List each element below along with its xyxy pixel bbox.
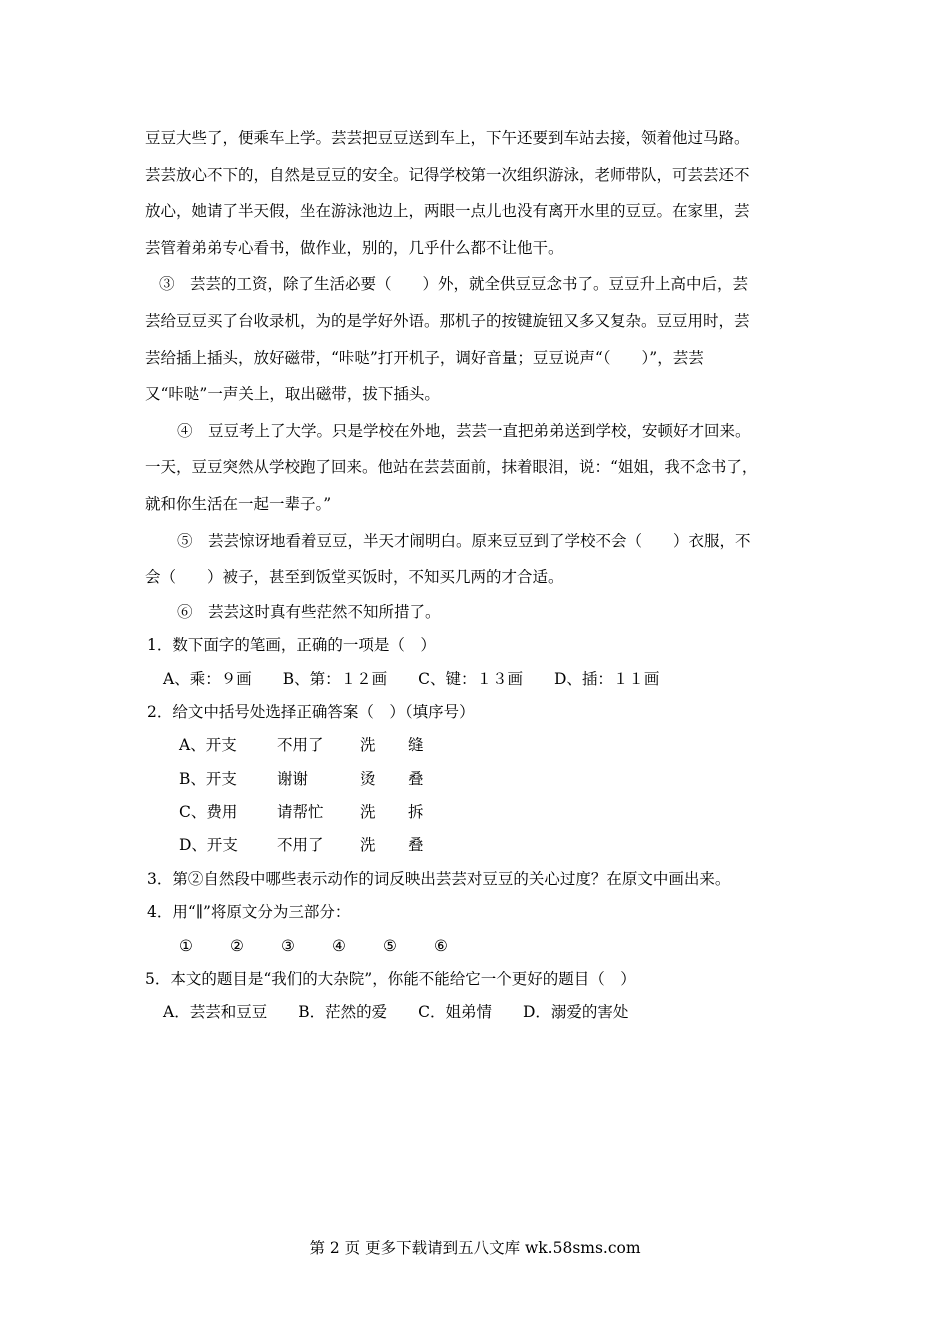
passage-line: 放心，她请了半天假，坐在游泳池边上，两眼一点儿也没有离开水里的豆豆。在家里，芸: [145, 202, 750, 221]
question-2-option-c: [145, 796, 810, 829]
passage-line: 就和你生活在一起一辈子。”: [145, 494, 332, 513]
option-cell: 洗: [360, 736, 376, 755]
option-cell: 不用了: [277, 836, 324, 855]
passage-line: 芸给插上插头，放好磁带，“咔哒”打开机子，调好音量；豆豆说声“（ ）”，芸芸: [145, 348, 704, 367]
passage-line: 芸芸放心不下的，自然是豆豆的安全。记得学校第一次组织游泳，老师带队，可芸芸还不: [145, 165, 750, 184]
option-cell: 洗: [360, 803, 376, 822]
questions-section: [145, 629, 810, 1030]
option-cell: 谢谢: [277, 769, 309, 788]
option-cell: C、费用: [179, 803, 238, 822]
question-1-options: A、乘：９画 B、第：１２画 C、键：１３画 D、插：１１画: [163, 669, 660, 688]
option-cell: 叠: [408, 836, 424, 855]
passage-line: 又“咔哒”一声关上，取出磁带，拔下插头。: [145, 385, 440, 404]
question-3-stem: 3．第②自然段中哪些表示动作的词反映出芸芸对豆豆的关心过度？在原文中画出来。: [147, 869, 731, 888]
passage-line: 芸给豆豆买了台收录机，为的是学好外语。那机子的按键旋钮又多又复杂。豆豆用时，芸: [145, 311, 750, 330]
option-cell: 叠: [408, 769, 424, 788]
paragraph-5-start: ⑤ 芸芸惊讶地看着豆豆，半天才闹明白。原来豆豆到了学校不会（ ）衣服，不: [177, 531, 751, 550]
question-2-stem: 2．给文中括号处选择正确答案（ ）（填序号）: [147, 702, 475, 721]
paragraph-4-start: ④ 豆豆考上了大学。只是学校在外地，芸芸一直把弟弟送到学校，安顿好才回来。: [177, 421, 751, 440]
option-cell: D、开支: [179, 836, 238, 855]
page-footer: 第 2 页 更多下载请到五八文库 wk.58sms.com: [309, 1239, 641, 1257]
paragraph-3-start: ③ 芸芸的工资，除了生活必要（ ）外，就全供豆豆念书了。豆豆升上高中后，芸: [159, 275, 749, 294]
paragraph-mark: ③: [281, 936, 295, 955]
paragraph-6: ⑥ 芸芸这时真有些茫然不知所措了。: [177, 602, 441, 621]
document-body: [145, 120, 810, 1030]
question-5-options: A．芸芸和豆豆 B．茫然的爱 C．姐弟情 D．溺爱的害处: [163, 1003, 629, 1022]
paragraph-mark: ②: [230, 936, 244, 955]
option-cell: 请帮忙: [277, 803, 324, 822]
passage-line: 芸管着弟弟专心看书，做作业，别的，几乎什么都不让他干。: [145, 238, 564, 257]
paragraph-mark: ④: [332, 936, 346, 955]
passage-line: 会（ ）被子，甚至到饭堂买饭时，不知买几两的才合适。: [145, 568, 564, 587]
option-cell: B、开支: [179, 769, 237, 788]
paragraph-mark: ①: [179, 936, 193, 955]
passage-line: 豆豆大些了，便乘车上学。芸芸把豆豆送到车上，下午还要到车站去接，领着他过马路。: [145, 129, 750, 147]
question-5-stem: 5．本文的题目是“我们的大杂院”，你能不能给它一个更好的题目（ ）: [145, 970, 636, 989]
option-cell: 不用了: [277, 736, 324, 755]
question-2-option-b: [145, 763, 810, 796]
passage-line: 一天，豆豆突然从学校跑了回来。他站在芸芸面前，抹着眼泪，说：“姐姐，我不念书了，: [145, 458, 758, 477]
option-cell: 拆: [408, 803, 424, 822]
option-cell: 洗: [360, 836, 376, 855]
paragraph-mark: ⑥: [434, 936, 448, 955]
option-cell: A、开支: [179, 736, 237, 755]
question-2-option-a: [145, 729, 810, 762]
paragraph-mark: ⑤: [383, 936, 397, 955]
option-cell: 烫: [360, 769, 376, 788]
question-1-stem: 1．数下面字的笔画，正确的一项是（ ）: [147, 636, 436, 655]
question-4-stem: 4．用“∥”将原文分为三部分：: [147, 903, 351, 922]
reading-passage: [145, 120, 810, 629]
question-2-option-d: [145, 829, 810, 862]
question-4-marks: [145, 930, 810, 963]
option-cell: 缝: [408, 736, 424, 755]
